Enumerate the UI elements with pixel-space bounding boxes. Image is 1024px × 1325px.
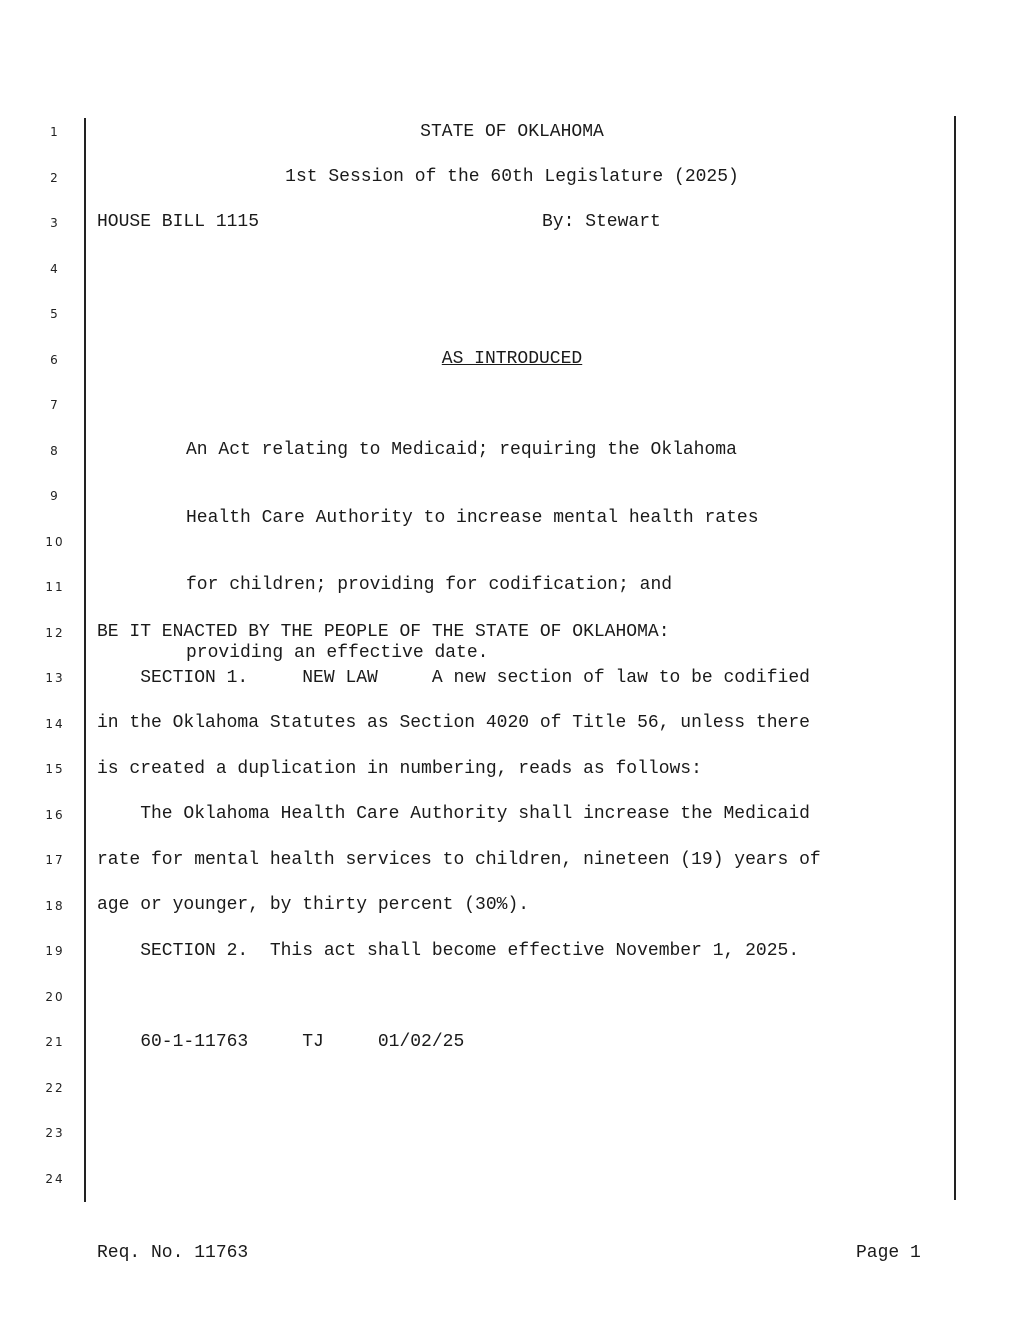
line-number: 9	[50, 489, 60, 503]
request-number: Req. No. 11763	[97, 1243, 249, 1263]
line-number: 22	[45, 1081, 65, 1095]
title-line: An Act relating to Medicaid; requiring the Oklahoma	[186, 440, 737, 460]
section1-line: in the Oklahoma Statutes as Section 4020 of Title 56, unless there	[97, 713, 810, 733]
section1-text-line: The Oklahoma Health Care Authority shall increase the Medicaid	[97, 804, 810, 824]
left-margin-rule	[84, 118, 86, 1202]
line-number: 14	[45, 717, 65, 731]
right-margin-rule	[954, 116, 956, 1200]
enacting-clause: BE IT ENACTED BY THE PEOPLE OF THE STATE OF OKLAHOMA:	[97, 622, 670, 642]
section1-text-line: age or younger, by thirty percent (30%).	[97, 895, 530, 915]
title-line: providing an effective date.	[186, 642, 489, 663]
section1-line: is created a duplication in numbering, reads as follows:	[97, 759, 702, 779]
line-number: 19	[45, 944, 65, 958]
line-number: 24	[45, 1172, 65, 1186]
title-line: Health Care Authority to increase mental health rates	[186, 507, 759, 528]
line-number: 10	[45, 535, 65, 549]
line-number: 16	[45, 808, 65, 822]
line-number: 4	[50, 262, 60, 276]
request-code: 60-1-11763 TJ 01/02/25	[97, 1032, 465, 1052]
line-number: 18	[45, 899, 65, 913]
line-number: 6	[50, 353, 60, 367]
state-heading: STATE OF OKLAHOMA	[420, 122, 604, 142]
line-number: 7	[50, 398, 60, 412]
line-number: 13	[45, 671, 65, 685]
line-number: 3	[50, 216, 60, 230]
line-number: 12	[45, 626, 65, 640]
bill-author: By: Stewart	[542, 212, 661, 232]
section1-text-line: rate for mental health services to children, nineteen (19) years of	[97, 850, 821, 870]
bill-number: HOUSE BILL 1115	[97, 212, 260, 232]
bill-title	[186, 394, 759, 709]
line-number: 2	[50, 171, 60, 185]
section1-line: SECTION 1. NEW LAW A new section of law to be codified	[97, 668, 810, 688]
line-number: 8	[50, 444, 60, 458]
page-number: Page 1	[856, 1243, 921, 1263]
line-number: 1	[50, 125, 60, 139]
line-number: 23	[45, 1126, 65, 1140]
title-line: for children; providing for codification; and	[186, 575, 673, 595]
session-heading: 1st Session of the 60th Legislature (2025)	[285, 167, 739, 187]
line-number: 17	[45, 853, 65, 867]
line-number: 21	[45, 1035, 65, 1049]
line-number: 5	[50, 307, 60, 321]
line-number: 11	[45, 580, 65, 594]
line-number: 15	[45, 762, 65, 776]
status-heading: AS INTRODUCED	[441, 349, 583, 369]
section2-line: SECTION 2. This act shall become effective November 1, 2025.	[97, 941, 800, 961]
line-number: 20	[45, 990, 65, 1004]
